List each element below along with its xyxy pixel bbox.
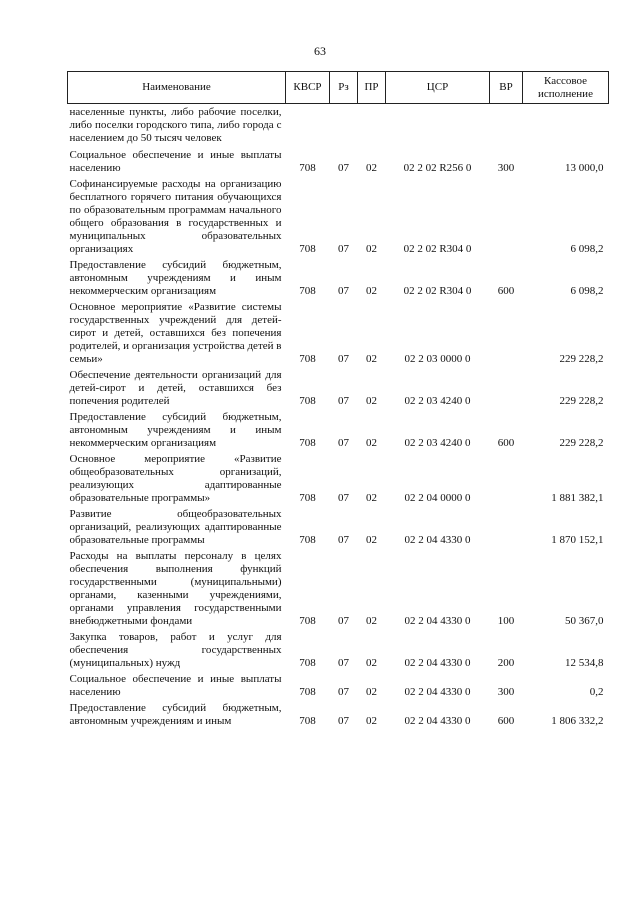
cell-tsr: 02 2 03 0000 0 bbox=[404, 353, 471, 365]
cell-kvsr: 708 bbox=[299, 353, 316, 365]
table-row bbox=[68, 628, 609, 670]
table-header-row bbox=[68, 72, 609, 104]
cell-vr bbox=[490, 298, 523, 366]
cell-pr: 02 bbox=[366, 715, 377, 727]
cell-name: населенные пункты, либо рабочие поселки, либо поселки городского типа, либо города с населением до 50 тысяч человек bbox=[69, 106, 282, 144]
table-row bbox=[68, 699, 609, 728]
cell-pr bbox=[358, 104, 386, 146]
cell-pr: 02 bbox=[366, 437, 377, 449]
cell-kvsr: 708 bbox=[299, 492, 316, 504]
table-row bbox=[68, 145, 609, 175]
cell-tsr: 02 2 04 4330 0 bbox=[404, 534, 471, 546]
cell-amount: 6 098,2 bbox=[570, 243, 604, 255]
table-row bbox=[68, 450, 609, 505]
cell-vr: 300 bbox=[497, 686, 515, 698]
header-rz: Рз bbox=[330, 72, 358, 104]
cell-tsr: 02 2 03 4240 0 bbox=[404, 395, 471, 407]
cell-amount: 0,2 bbox=[589, 686, 604, 698]
table-row bbox=[68, 175, 609, 256]
cell-name: Социальное обеспечение и иные выплаты населению bbox=[69, 673, 282, 698]
cell-amount: 12 534,8 bbox=[565, 657, 604, 669]
cell-pr: 02 bbox=[366, 534, 377, 546]
header-kvsr: КВСР bbox=[286, 72, 330, 104]
cell-vr: 200 bbox=[497, 657, 515, 669]
table-row bbox=[68, 298, 609, 366]
cell-name: Софинансируемые расходы на организацию бесплатного горячего питания обучающихся по образовательным программам начального общего образования в государственных и муниципальных образовательных организациях bbox=[69, 178, 282, 255]
cell-kvsr: 708 bbox=[299, 615, 316, 627]
header-pr: ПР bbox=[358, 72, 386, 104]
cell-kvsr: 708 bbox=[299, 715, 316, 727]
cell-vr: 600 bbox=[497, 437, 515, 449]
cell-pr: 02 bbox=[366, 686, 377, 698]
cell-pr: 02 bbox=[366, 243, 377, 255]
cell-kvsr: 708 bbox=[299, 395, 316, 407]
cell-tsr: 02 2 02 R304 0 bbox=[403, 285, 472, 297]
cell-tsr: 02 2 04 4330 0 bbox=[404, 715, 471, 727]
cell-tsr bbox=[386, 104, 490, 146]
cell-name: Закупка товаров, работ и услуг для обеспечения государственных (муниципальных) нужд bbox=[69, 631, 282, 669]
page-number: 63 bbox=[314, 44, 326, 58]
cell-rz: 07 bbox=[338, 437, 349, 449]
cell-name: Основное мероприятие «Развитие общеобразовательных организаций, реализующих адаптированные образовательные программы» bbox=[69, 453, 282, 504]
cell-rz: 07 bbox=[338, 534, 349, 546]
cell-kvsr: 708 bbox=[299, 162, 316, 174]
cell-vr bbox=[490, 175, 523, 256]
cell-pr: 02 bbox=[366, 395, 377, 407]
header-tsr: ЦСР bbox=[386, 72, 490, 104]
cell-amount: 6 098,2 bbox=[570, 285, 604, 297]
cell-tsr: 02 2 02 R256 0 bbox=[403, 162, 472, 174]
table-row bbox=[68, 256, 609, 298]
cell-name: Предоставление субсидий бюджетным, автономным учреждениям и иным некоммерческим организациям bbox=[69, 259, 282, 297]
cell-rz: 07 bbox=[338, 243, 349, 255]
cell-amount: 13 000,0 bbox=[565, 162, 604, 174]
cell-tsr: 02 2 03 4240 0 bbox=[404, 437, 471, 449]
cell-rz: 07 bbox=[338, 715, 349, 727]
cell-vr: 600 bbox=[497, 285, 515, 297]
cell-pr: 02 bbox=[366, 657, 377, 669]
table-row bbox=[68, 670, 609, 699]
cell-pr: 02 bbox=[366, 492, 377, 504]
cell-rz: 07 bbox=[338, 615, 349, 627]
cell-rz: 07 bbox=[338, 162, 349, 174]
cell-amount: 1 806 332,2 bbox=[551, 715, 604, 727]
cell-vr: 600 bbox=[497, 715, 515, 727]
cell-pr: 02 bbox=[366, 615, 377, 627]
cell-rz: 07 bbox=[338, 686, 349, 698]
cell-kvsr bbox=[286, 104, 330, 146]
cell-name: Предоставление субсидий бюджетным, автономным учреждениям и иным bbox=[69, 702, 282, 727]
cell-amount: 1 870 152,1 bbox=[551, 534, 604, 546]
cell-rz: 07 bbox=[338, 395, 349, 407]
cell-kvsr: 708 bbox=[299, 657, 316, 669]
table-row bbox=[68, 408, 609, 450]
cell-kvsr: 708 bbox=[299, 285, 316, 297]
cell-vr bbox=[490, 366, 523, 408]
cell-rz: 07 bbox=[338, 492, 349, 504]
cell-kvsr: 708 bbox=[299, 243, 316, 255]
header-name: Наименование bbox=[68, 72, 286, 104]
table-row bbox=[68, 505, 609, 547]
cell-vr bbox=[490, 450, 523, 505]
cell-pr: 02 bbox=[366, 353, 377, 365]
cell-amount: 229 228,2 bbox=[559, 395, 604, 407]
cell-amount: 229 228,2 bbox=[559, 437, 604, 449]
budget-table bbox=[67, 71, 609, 728]
cell-pr: 02 bbox=[366, 162, 377, 174]
header-amount: Кассовое исполнение bbox=[523, 72, 609, 104]
cell-vr: 100 bbox=[497, 615, 515, 627]
cell-kvsr: 708 bbox=[299, 534, 316, 546]
table-row bbox=[68, 104, 609, 146]
cell-rz: 07 bbox=[338, 657, 349, 669]
cell-name: Расходы на выплаты персоналу в целях обеспечения выполнения функций государственными (муниципальными) органами, казенными учреждениями, органами управления государственными внебюджетными фондами bbox=[69, 550, 282, 627]
table-row bbox=[68, 547, 609, 628]
cell-kvsr: 708 bbox=[299, 437, 316, 449]
cell-kvsr: 708 bbox=[299, 686, 316, 698]
cell-name: Развитие общеобразовательных организаций, реализующих адаптированные образовательные программы bbox=[69, 508, 282, 546]
cell-pr: 02 bbox=[366, 285, 377, 297]
cell-amount bbox=[523, 104, 609, 146]
cell-tsr: 02 2 04 0000 0 bbox=[404, 492, 471, 504]
cell-tsr: 02 2 04 4330 0 bbox=[404, 657, 471, 669]
cell-tsr: 02 2 04 4330 0 bbox=[404, 615, 471, 627]
table-body bbox=[68, 104, 609, 729]
cell-name: Основное мероприятие «Развитие системы государственных учреждений для детей-сирот и детей, оставшихся без попечения родителей, и организация устройства детей в семьи» bbox=[69, 301, 282, 365]
cell-rz: 07 bbox=[338, 285, 349, 297]
cell-vr bbox=[490, 104, 523, 146]
cell-tsr: 02 2 02 R304 0 bbox=[403, 243, 472, 255]
header-vr: ВР bbox=[490, 72, 523, 104]
cell-amount: 1 881 382,1 bbox=[551, 492, 604, 504]
cell-amount: 229 228,2 bbox=[559, 353, 604, 365]
cell-vr bbox=[490, 505, 523, 547]
cell-rz bbox=[330, 104, 358, 146]
cell-name: Предоставление субсидий бюджетным, автономным учреждениям и иным некоммерческим организациям bbox=[69, 411, 282, 449]
table-row bbox=[68, 366, 609, 408]
cell-tsr: 02 2 04 4330 0 bbox=[404, 686, 471, 698]
cell-amount: 50 367,0 bbox=[565, 615, 604, 627]
cell-rz: 07 bbox=[338, 353, 349, 365]
cell-vr: 300 bbox=[497, 162, 515, 174]
cell-name: Обеспечение деятельности организаций для детей-сирот и детей, оставшихся без попечения родителей bbox=[69, 369, 282, 407]
cell-name: Социальное обеспечение и иные выплаты населению bbox=[69, 149, 282, 174]
